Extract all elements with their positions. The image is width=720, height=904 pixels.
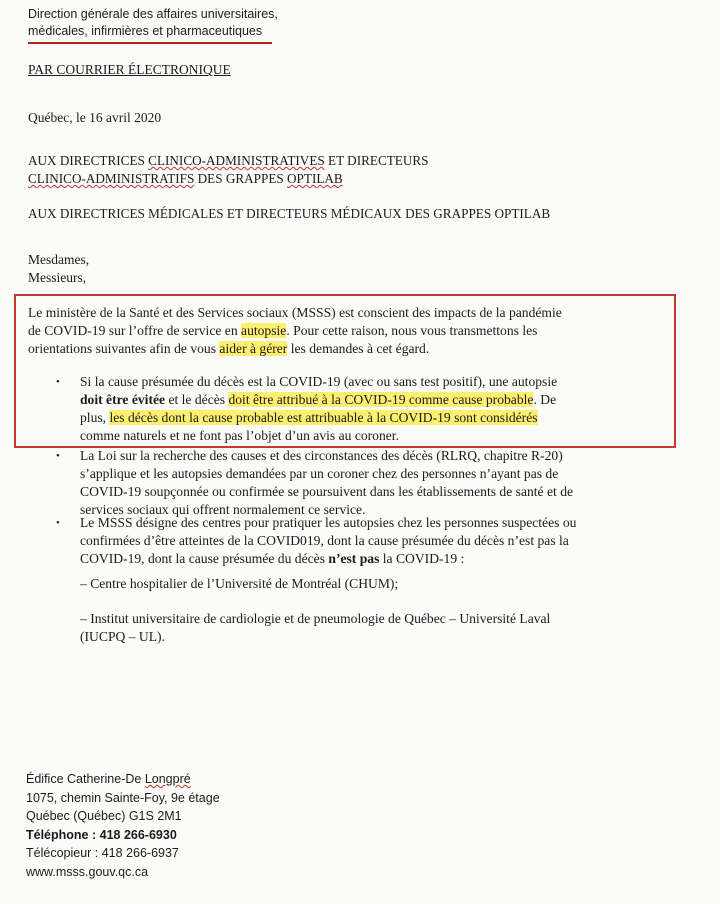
- bullet-line: services sociaux qui offrent normalement ce service.: [80, 502, 366, 517]
- recip-text: DES GRAPPES: [194, 171, 288, 186]
- header-dept-line1: Direction générale des affaires universitaires,: [28, 7, 278, 21]
- paragraph-text: les demandes à cet égard.: [287, 341, 430, 356]
- center-iucpq: [80, 610, 550, 646]
- footer-street: 1075, chemin Sainte-Foy, 9e étage: [26, 790, 220, 805]
- highlighted-text: aider à gérer: [219, 341, 288, 356]
- paragraph-text: orientations suivantes afin de vous: [28, 341, 220, 356]
- paragraph-text: . Pour cette raison, nous vous transmettons les: [286, 323, 538, 338]
- bullet-icon: •: [56, 517, 60, 529]
- bullet-line: s’applique et les autopsies demandées par un coroner chez des personnes n’ayant pas de: [80, 466, 559, 481]
- intro-paragraph: [28, 304, 678, 358]
- recip-text: CLINICO-ADMINISTRATIFS: [28, 171, 195, 186]
- bullet-text: et le décès: [165, 392, 229, 407]
- letter-date: Québec, le 16 avril 2020: [28, 110, 162, 125]
- bullet-text: . De: [533, 392, 557, 407]
- bullet-item-1: [80, 373, 670, 445]
- bullet-icon: •: [56, 376, 60, 388]
- recip-text: OPTILAB: [287, 171, 343, 186]
- bold-text: n’est pas: [328, 551, 380, 566]
- header-rule: [28, 42, 272, 44]
- center-line: – Institut universitaire de cardiologie et de pneumologie de Québec – Université Laval: [80, 611, 551, 626]
- delivery-method: PAR COURRIER ÉLECTRONIQUE: [28, 62, 231, 77]
- bullet-text: COVID-19, dont la cause présumée du décès: [80, 551, 329, 566]
- recipients-block-1: [28, 152, 429, 188]
- bullet-line: COVID-19 soupçonnée ou confirmée se poursuivent dans les établissements de santé et de: [80, 484, 574, 499]
- footer-fax: Télécopieur : 418 266-6937: [26, 846, 179, 861]
- bullet-text: plus,: [80, 410, 110, 425]
- paragraph-text: de COVID-19 sur l’offre de service en: [28, 323, 242, 338]
- bullet-line: Si la cause présumée du décès est la COVID-19 (avec ou sans test positif), une autopsie: [80, 374, 558, 389]
- bullet-icon: •: [56, 450, 60, 462]
- footer-text: Édifice Catherine-De: [26, 772, 145, 786]
- salutation: [28, 251, 89, 287]
- header-dept-line2: médicales, infirmières et pharmaceutiques: [28, 23, 263, 38]
- footer-text: Longpré: [144, 772, 191, 786]
- salutation-line: Mesdames,: [28, 252, 90, 267]
- bullet-line: La Loi sur la recherche des causes et des circonstances des décès (RLRQ, chapitre R-20): [80, 448, 563, 463]
- highlighted-text: les décès dont la cause probable est attribuable à la COVID-19 sont considérés: [109, 410, 538, 425]
- bullet-line: confirmées d’être atteintes de la COVID019, dont la cause présumée du décès n’est pas la: [80, 533, 569, 548]
- recip-text: CLINICO-ADMINISTRATIVES: [148, 153, 325, 168]
- bullet-line: comme naturels et ne font pas l’objet d’un avis au coroner.: [80, 428, 399, 443]
- recip-text: AUX DIRECTRICES: [28, 153, 149, 168]
- footer-city: Québec (Québec) G1S 2M1: [26, 809, 182, 824]
- footer-phone: Téléphone : 418 266-6930: [26, 827, 177, 842]
- footer-address: [26, 770, 220, 882]
- center-chum: – Centre hospitalier de l’Université de Montréal (CHUM);: [80, 576, 399, 591]
- bullet-text: la COVID-19 :: [379, 551, 465, 566]
- recip-text: ET DIRECTEURS: [324, 153, 429, 168]
- bullet-item-2: [80, 447, 670, 519]
- footer-website[interactable]: www.msss.gouv.qc.ca: [26, 864, 149, 879]
- center-line: (IUCPQ – UL).: [80, 629, 165, 644]
- bold-text: doit être évitée: [80, 392, 166, 407]
- highlighted-text: autopsie: [241, 323, 287, 338]
- bullet-item-3: [80, 514, 680, 568]
- bullet-line: Le MSSS désigne des centres pour pratiquer les autopsies chez les personnes suspectées ou: [80, 515, 577, 530]
- header-department: [28, 6, 278, 39]
- salutation-line: Messieurs,: [28, 270, 87, 285]
- highlighted-text: doit être attribué à la COVID-19 comme cause probable: [228, 392, 534, 407]
- recipients-block-2: AUX DIRECTRICES MÉDICALES ET DIRECTEURS MÉDICAUX DES GRAPPES OPTILAB: [28, 206, 551, 221]
- paragraph-line: Le ministère de la Santé et des Services sociaux (MSSS) est conscient des impacts de la pandémie: [28, 305, 562, 320]
